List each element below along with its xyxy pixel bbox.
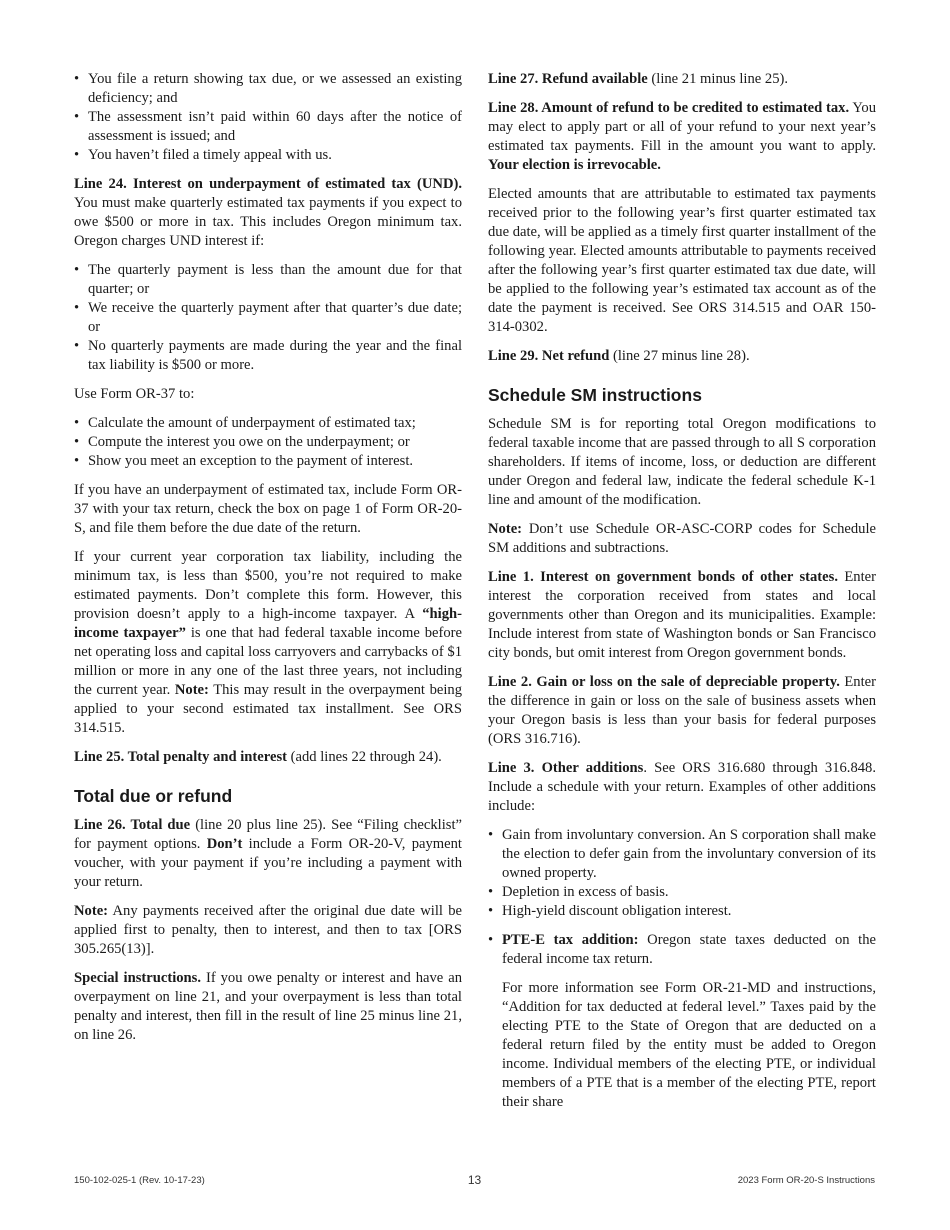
- sm-line1-paragraph: Line 1. Interest on government bonds of other states. Enter interest the corporation received from states and local governments other than Oregon and its municipalities. Example: Include interest from state of Washington bonds or San Francisco city bonds, but omit interest from Oregon government bonds.: [488, 569, 876, 661]
- list-item: • The assessment isn’t paid within 60 days after the notice of assessment is issued; and: [74, 108, 462, 146]
- list-item: • Gain from involuntary conversion. An S corporation shall make the election to defer gain from the involuntary conversion of its owned property.: [488, 826, 876, 883]
- line25-paragraph: Line 25. Total penalty and interest (add lines 22 through 24).: [74, 749, 442, 765]
- list-item: • PTE-E tax addition: Oregon state taxes deducted on the federal income tax return.: [488, 931, 876, 969]
- note-paragraph: Note: Any payments received after the original due date will be applied first to penalty, then to interest, and then to tax [ORS 305.265(13)].: [74, 903, 462, 957]
- sm-line2-paragraph: Line 2. Gain or loss on the sale of depreciable property. Enter the difference in gain or loss on the sale of business assets when your Oregon basis is less than your basis for federal purposes (ORS 316.716).: [488, 674, 876, 747]
- list-item: • High-yield discount obligation interest.: [488, 902, 876, 921]
- line26-label: Line 26. Total due: [74, 817, 191, 833]
- list-item: • No quarterly payments are made during the year and the final tax liability is $500 or more.: [74, 337, 462, 375]
- section-heading-schedule-sm: Schedule SM instructions: [488, 385, 702, 405]
- section-heading-total-due: Total due or refund: [74, 786, 233, 806]
- line25-label: Line 25. Total penalty and interest: [74, 749, 287, 765]
- sm-note-paragraph: Note: Don’t use Schedule OR-ASC-CORP codes for Schedule SM additions and subtractions.: [488, 521, 876, 556]
- list-item: • Depletion in excess of basis.: [488, 883, 876, 902]
- left-column: [74, 70, 462, 1055]
- right-column: [488, 70, 876, 1122]
- list-item: • Compute the interest you owe on the underpayment; or: [74, 433, 462, 452]
- elected-amounts-paragraph: Elected amounts that are attributable to estimated tax payments received prior to the following year’s first quarter estimated tax due date, will be applied as a timely first quarter installment of the following year. Elected amounts attributable to payments received after the following year’s first quarter estimated tax due date, will be applied to the following year’s estimated tax account as of the date the payment is received. See ORS 314.515 and OAR 150-314-0302.: [488, 186, 876, 335]
- use-form-paragraph: Use Form OR-37 to:: [74, 386, 195, 402]
- line26-paragraph: Line 26. Total due (line 20 plus line 25). See “Filing checklist” for payment options. Don’t include a Form OR-20-V, payment voucher, with your payment if you’re including a payment with your return.: [74, 817, 462, 890]
- line28-label: Line 28. Amount of refund to be credited to estimated tax.: [488, 100, 850, 116]
- underpayment-paragraph: If you have an underpayment of estimated tax, include Form OR-37 with your tax return, check the box on page 1 of Form OR-20-S, and file them before the due date of the return.: [74, 482, 462, 536]
- bullet-list-assessment: [74, 70, 462, 165]
- bullet-list-additions: [488, 826, 876, 921]
- current-year-paragraph: If your current year corporation tax liability, including the minimum tax, is less than $500, you’re not required to make estimated payments. Don’t complete this form. However, this provision doesn’t apply to a high-income taxpayer. A “high-income taxpayer” is one that had federal taxable income before net operating loss and capital loss carryovers and carrybacks of $1 million or more in any one of the last three years, not including the current year. Note: This may result in the overpayment being applied to your second estimated tax installment. See ORS 314.515.: [74, 549, 462, 736]
- line27-label: Line 27. Refund available: [488, 71, 648, 87]
- list-item: • You file a return showing tax due, or we assessed an existing deficiency; and: [74, 70, 462, 108]
- sm-line3-paragraph: Line 3. Other additions. See ORS 316.680 through 316.848. Include a schedule with your return. Examples of other additions include:: [488, 760, 876, 814]
- special-instructions-paragraph: Special instructions. If you owe penalty or interest and have an overpayment on line 21, and your overpayment is less than total penalty and interest, then fill in the result of line 25 minus line 21, on line 26.: [74, 970, 462, 1043]
- line24-paragraph: Line 24. Interest on underpayment of estimated tax (UND). You must make quarterly estimated tax payments if you expect to owe $500 or more in tax. This includes Oregon minimum tax. Oregon charges UND interest if:: [74, 176, 462, 249]
- list-item: • You haven’t filed a timely appeal with us.: [74, 146, 462, 165]
- line29-paragraph: Line 29. Net refund (line 27 minus line 28).: [488, 348, 750, 364]
- line24-label: Line 24. Interest on underpayment of estimated tax (UND).: [74, 176, 462, 192]
- form-number: 150-102-025-1 (Rev. 10-17-23): [74, 1175, 205, 1186]
- ptee-more-paragraph: For more information see Form OR-21-MD and instructions, “Addition for tax deducted at federal level.” Taxes paid by the electing PTE to the State of Oregon that are deducted on a federal return filed by the entity must be added to Oregon income. Individual members of the electing PTE, or individual members of a PTE that is a member of the electing PTE, report their share: [502, 980, 876, 1110]
- page-number: 13: [467, 1173, 482, 1187]
- list-item: • The quarterly payment is less than the amount due for that quarter; or: [74, 261, 462, 299]
- document-title: 2023 Form OR-20-S Instructions: [737, 1175, 875, 1186]
- sm-intro-paragraph: Schedule SM is for reporting total Oregon modifications to federal taxable income that are passed through to all S corporation shareholders. If items of income, loss, or deduction are different under Oregon and federal law, indicate the federal schedule K-1 line and amount of the modification.: [488, 416, 876, 508]
- page-footer: [74, 1173, 875, 1189]
- list-item: • Calculate the amount of underpayment of estimated tax;: [74, 414, 462, 433]
- bullet-list-und: [74, 261, 462, 375]
- list-item: • We receive the quarterly payment after that quarter’s due date; or: [74, 299, 462, 337]
- bullet-list-ptee: [488, 931, 876, 969]
- line27-paragraph: Line 27. Refund available (line 21 minus line 25).: [488, 71, 788, 87]
- list-item: • Show you meet an exception to the payment of interest.: [74, 452, 462, 471]
- line28-paragraph: Line 28. Amount of refund to be credited to estimated tax. You may elect to apply part or all of your refund to your next year’s estimated tax payments. Fill in the amount you want to apply. Your election is irrevocable.: [488, 100, 876, 173]
- bullet-list-or37: [74, 414, 462, 471]
- line29-label: Line 29. Net refund: [488, 348, 610, 364]
